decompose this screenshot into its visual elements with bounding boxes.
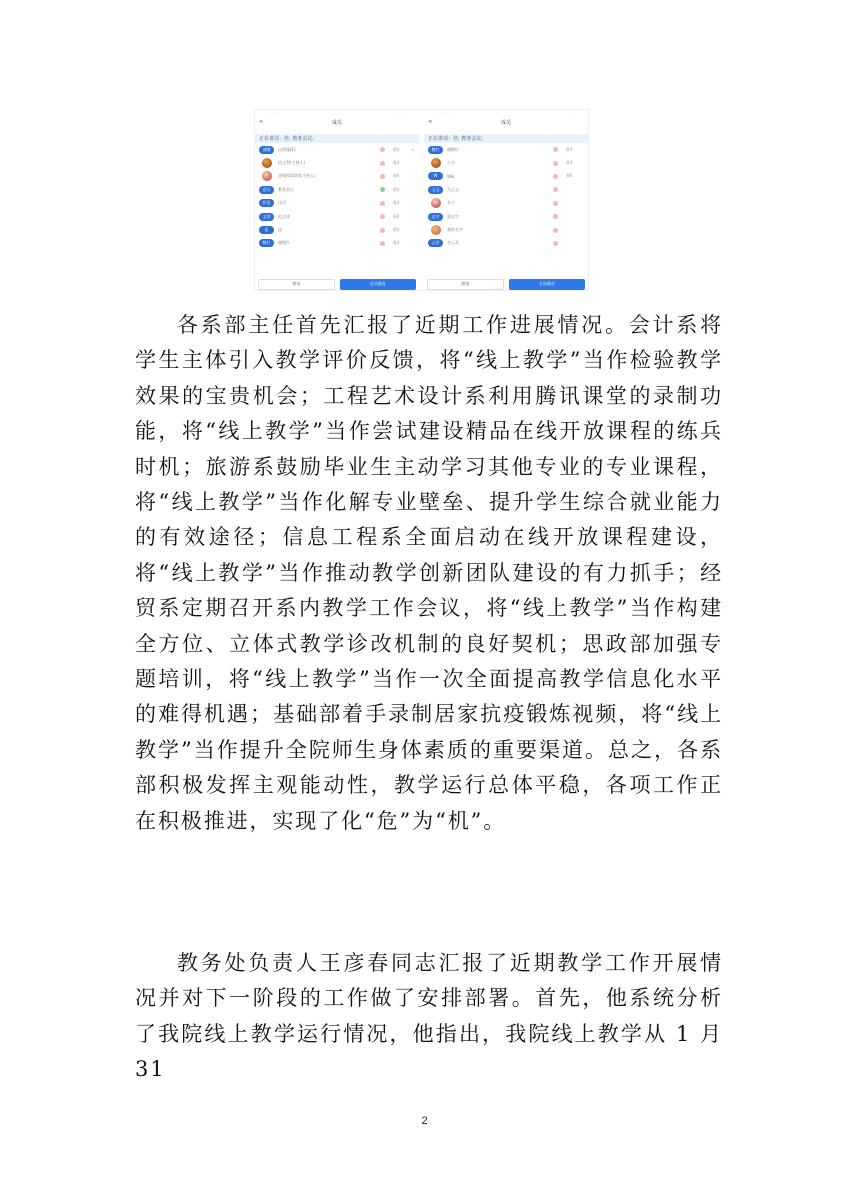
member-row — [424, 223, 588, 236]
member-row — [424, 237, 588, 250]
member-list-left — [255, 143, 419, 250]
microphone-icon — [553, 187, 558, 192]
back-arrow-icon: < — [259, 119, 264, 125]
member-name: 张志宇 — [447, 213, 459, 219]
member-status: 静4 — [393, 200, 400, 206]
member-row — [424, 170, 588, 183]
member-name: 马玉文 — [447, 186, 459, 192]
member-name: 教务会议 — [278, 186, 294, 192]
title-bar — [424, 118, 588, 126]
microphone-icon — [380, 241, 385, 246]
member-name: Wei — [447, 173, 455, 179]
title-bar — [255, 118, 419, 126]
panel-footer — [424, 279, 588, 290]
member-name: 谢数红 — [278, 240, 290, 246]
member-avatar: 文涛 — [259, 213, 274, 221]
paragraph-academic-affairs: 教务处负责人王彦春同志汇报了近期教学工作开展情况并对下一阶段的工作做了安排部署。首先，他系统分析了我院线上教学运行情况，他指出，我院线上教学从 1 月 31 — [135, 951, 723, 1082]
tab-strip: · · · · · · — [424, 126, 588, 135]
member-photo-avatar — [262, 171, 272, 181]
member-name: 佳佳 — [278, 200, 286, 206]
member-avatar: 部哦 — [259, 146, 274, 154]
microphone-icon — [553, 174, 558, 179]
talking-banner: 正在讲话：佳; 教务会议; — [424, 135, 588, 143]
member-status: 静4 — [393, 240, 400, 246]
members-panel-left — [255, 110, 419, 290]
member-avatar: 云芳 — [428, 239, 443, 247]
microphone-icon — [553, 201, 558, 206]
member-row — [255, 183, 419, 196]
member-name: 凌瑾西5(联席主持人) — [278, 173, 316, 179]
member-status: 静4 — [393, 160, 400, 166]
member-photo-avatar — [431, 158, 441, 168]
member-name: 自律隆(E) — [278, 146, 296, 152]
member-row — [424, 197, 588, 210]
meeting-members-screenshot — [255, 110, 588, 290]
member-name: 范文涛 — [278, 213, 290, 219]
status-bar: · · · · · · · · · — [269, 111, 405, 116]
panel-title: 成员 — [500, 119, 511, 126]
member-status: 静4 — [566, 146, 573, 152]
member-avatar: W — [428, 172, 443, 180]
microphone-icon — [380, 228, 385, 233]
panel-footer — [255, 279, 419, 290]
member-row — [424, 210, 588, 223]
microphone-icon — [380, 201, 385, 206]
member-row — [424, 183, 588, 196]
microphone-icon — [553, 214, 558, 219]
talking-banner: 正在讲话：佳; 教务会议; — [255, 135, 419, 143]
member-row — [255, 156, 419, 169]
member-status: 静4 — [393, 146, 400, 152]
member-row — [255, 170, 419, 183]
member-name: 木子 — [447, 200, 455, 206]
member-avatar: 玉文 — [428, 186, 443, 194]
member-status: 静4 — [566, 160, 573, 166]
microphone-icon — [553, 147, 558, 152]
page-number: 2 — [421, 1115, 428, 1127]
member-avatar: 会议 — [259, 186, 274, 194]
paragraph-department-reports: 各系部主任首先汇报了近期工作进展情况。会计系将学生主体引入教学评价反馈，将“线上教学”当作检验教学效果的宝贵机会；工程艺术设计系利用腾讯课堂的录制功能，将“线上教学”当作尝试建设精品在线开放课程的练兵时机；旅游系鼓励毕业生主动学习其他专业的专业课程，将“线上教学”当作化解专业壁垒、提升学生综合就业能力的有效途径；信息工程系全面启动在线开放课程建设，将“线上教学”当作推动教学创新团队建设的有力抓手；经贸系定期召开系内教学工作会议，将“线上教学”当作构建全方位、立体式教学诊改机制的良好契机；思政部加强专题培训，将“线上教学”当作一次全面提高教学信息化水平的难得机遇；基础部着手录制居家抗疫锻炼视频，将“线上教学”当作提升全院师生身体素质的重要渠道。总之，各系部积极发挥主观能动性，教学运行总体平稳，各项工作正在积极推进，实现了化“危”为“机”。 — [135, 313, 723, 833]
member-status: 静4 — [393, 173, 400, 179]
back-arrow-icon: < — [428, 119, 433, 125]
member-row — [255, 210, 419, 223]
invite-button: 邀请 — [258, 279, 335, 290]
tab-strip: · · · · · · — [255, 126, 419, 135]
member-row — [255, 223, 419, 236]
member-name: 佳 — [278, 227, 282, 233]
chevron-right-icon: > — [411, 147, 415, 153]
member-photo-avatar — [431, 198, 441, 208]
microphone-icon — [553, 228, 558, 233]
member-row — [255, 197, 419, 210]
member-avatar: 数红 — [259, 239, 274, 247]
member-status: 静4 — [393, 227, 400, 233]
mute-all-button: 全员静音 — [509, 279, 586, 290]
members-panel-right — [424, 110, 588, 290]
microphone-icon — [380, 161, 385, 166]
member-name: 小丰 — [447, 160, 455, 166]
member-row — [424, 156, 588, 169]
member-row — [424, 143, 588, 156]
microphone-icon — [553, 241, 558, 246]
microphone-icon — [553, 161, 558, 166]
member-avatar: 志宇 — [428, 213, 443, 221]
status-bar: · · · · · · · · · — [438, 111, 574, 116]
member-name: 我的名字 — [447, 227, 463, 233]
member-status: 静4 — [566, 173, 573, 179]
member-photo-avatar — [262, 158, 272, 168]
member-name: 段文利(主持人) — [278, 160, 306, 166]
member-row — [255, 237, 419, 250]
microphone-icon — [380, 147, 385, 152]
member-row — [255, 143, 419, 156]
member-avatar: 数红 — [428, 146, 443, 154]
mute-all-button: 全员静音 — [340, 279, 417, 290]
member-photo-avatar — [431, 225, 441, 235]
panel-title: 成员 — [331, 119, 342, 126]
member-status: 静4 — [393, 213, 400, 219]
member-avatar: 怀佳 — [259, 199, 274, 207]
member-status: 静4 — [393, 186, 400, 192]
member-name: 李云芳 — [447, 240, 459, 246]
member-list-right — [424, 143, 588, 250]
microphone-icon — [380, 174, 385, 179]
microphone-icon — [380, 187, 385, 192]
member-name: 谢数红 — [447, 146, 459, 152]
invite-button: 邀请 — [427, 279, 504, 290]
microphone-icon — [380, 214, 385, 219]
member-avatar: 佳 — [259, 226, 274, 234]
